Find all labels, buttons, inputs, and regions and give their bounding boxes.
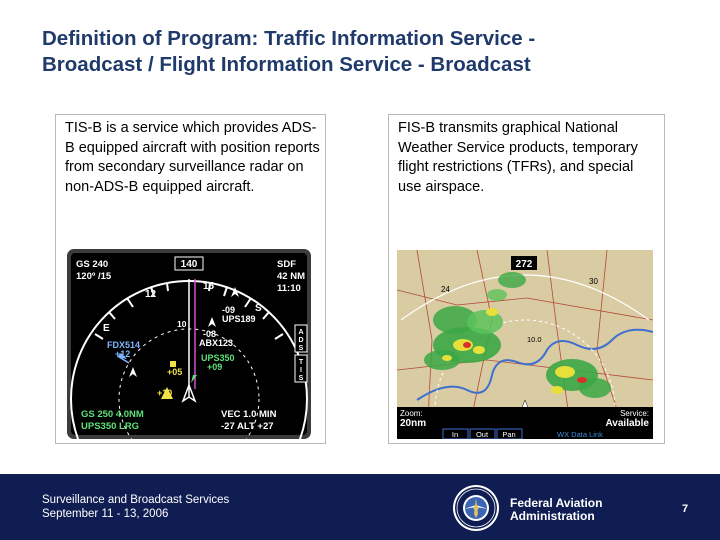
traffic-fdx514-id: FDX514 — [107, 340, 141, 350]
tis-b-display-graphic — [67, 249, 311, 439]
traffic-fdx514-alt: +12 — [115, 349, 131, 359]
heading-value: 272 — [515, 259, 533, 270]
map-button-out[interactable] — [470, 429, 495, 439]
fis-b-weather-map — [397, 250, 653, 439]
traffic-abx123-alt: -08 — [203, 329, 217, 339]
compass-label-12: 12 — [145, 289, 157, 300]
tis-tab-label: T — [298, 359, 304, 366]
compass-label-15: 15 — [203, 281, 215, 292]
wind: 120º /15 — [76, 271, 112, 282]
slide-title-line-2: Broadcast / Flight Information Service - Broadcast — [42, 53, 531, 76]
wx-data-link-label: WX Data Link — [557, 430, 603, 439]
arc-label-30: 30 — [589, 277, 598, 286]
compass-label-e: E — [103, 323, 110, 334]
tis-b-description: TIS-B is a service which provides ADS-B equipped aircraft with position reports from secondary surveillance radar on non-ADS-B equipped aircraft. — [65, 120, 320, 195]
arc-label-24: 24 — [441, 285, 450, 294]
selected-traffic-line-2: UPS350 LRG — [81, 421, 140, 432]
svg-text:S: S — [298, 375, 304, 382]
slide-title — [42, 26, 692, 78]
map-button-out-label: Out — [475, 430, 489, 439]
faa-name-line-1: Federal Aviation — [510, 496, 603, 510]
page-number: 7 — [682, 503, 689, 515]
faa-name-line-2: Administration — [510, 509, 595, 523]
marker-10-label: +10 — [157, 388, 173, 398]
fis-b-map-graphic — [397, 250, 653, 439]
traffic-ups189-alt: -09 — [222, 305, 236, 315]
vector-readout-line-1: VEC 1.0 MIN — [221, 409, 277, 420]
traffic-abx123-id: ABX123 — [199, 338, 234, 348]
svg-text:D: D — [298, 337, 304, 344]
service-label: Service: — [620, 409, 649, 418]
waypoint-time: 11:10 — [277, 283, 301, 294]
tis-b-cockpit-display — [67, 249, 311, 439]
selected-traffic-line-1: GS 250 4.0NM — [81, 409, 144, 420]
footer-program-name: Surveillance and Broadcast Services — [42, 494, 230, 506]
map-button-in[interactable] — [443, 429, 468, 439]
zoom-value: 20nm — [400, 418, 427, 429]
traffic-ups189-id: UPS189 — [222, 314, 256, 324]
waypoint: SDF — [277, 259, 296, 270]
service-value: Available — [605, 418, 649, 429]
compass-label-s: S — [255, 303, 262, 314]
fis-b-description: FIS-B transmits graphical National Weather Service products, temporary flight restrictions (TFRs), and special use airspace. — [398, 120, 638, 195]
faa-seal-icon — [452, 484, 500, 532]
slide-footer — [0, 474, 720, 540]
vector-readout-line-2: -27 ALT +27 — [221, 421, 274, 432]
map-button-in-label: In — [451, 430, 459, 439]
zoom-label: Zoom: — [400, 409, 423, 418]
svg-text:S: S — [298, 345, 304, 352]
ground-speed: GS 240 — [76, 259, 109, 270]
slide-title-line-1: Definition of Program: Traffic Information Service - — [42, 27, 536, 50]
heading-value: 140 — [180, 259, 198, 270]
marker-05-label: +05 — [167, 367, 183, 377]
map-button-pan[interactable] — [497, 429, 522, 439]
traffic-ups350-alt: +09 — [207, 362, 223, 372]
ads-tab-label: A — [298, 329, 304, 336]
footer-date: September 11 - 13, 2006 — [42, 508, 169, 520]
range-ring-label: 10 — [177, 319, 187, 329]
waypoint-distance: 42 NM — [277, 271, 305, 282]
svg-text:I: I — [300, 367, 302, 374]
traffic-ups350-id: UPS350 — [201, 353, 235, 363]
range-label: 10.0 — [527, 335, 542, 344]
map-button-pan-label: Pan — [502, 430, 516, 439]
faa-name — [510, 497, 602, 523]
